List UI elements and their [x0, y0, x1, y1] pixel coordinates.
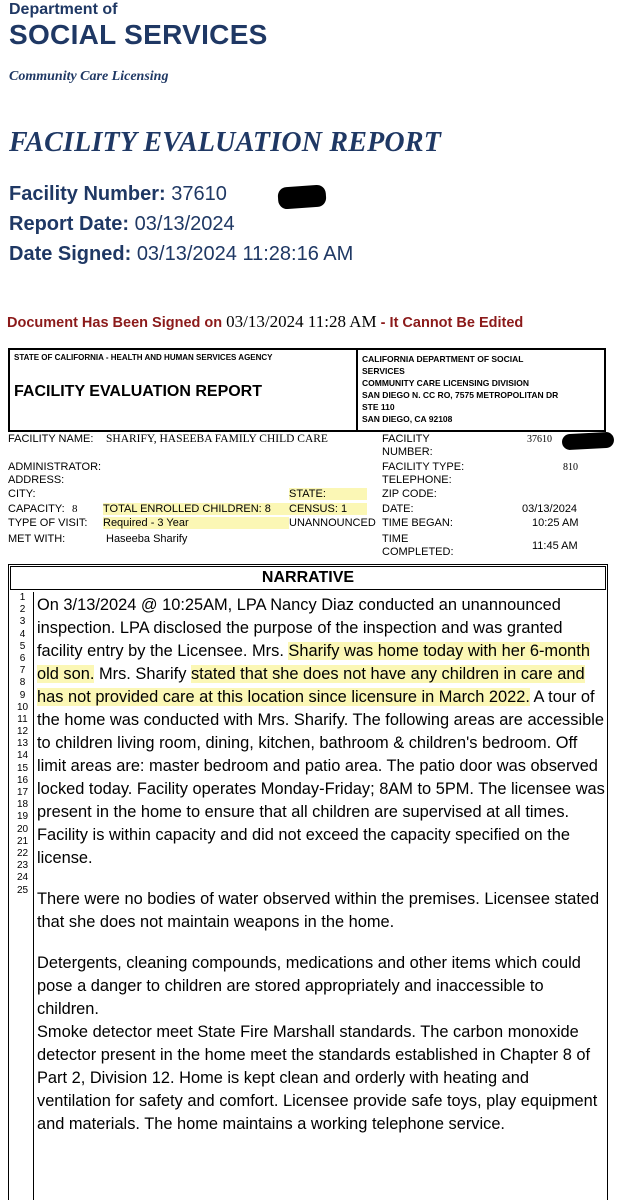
date-signed-label: Date Signed: [9, 243, 132, 265]
facility-name-label: FACILITY NAME: [8, 433, 94, 445]
line-number: 1 [19, 592, 26, 603]
line-number: 5 [19, 640, 26, 652]
division-name: Community Care Licensing [9, 69, 169, 84]
agency-name: SOCIAL SERVICES [9, 19, 268, 50]
division-address-line: CALIFORNIA DEPARTMENT OF SOCIAL [362, 354, 524, 364]
division-address-line: COMMUNITY CARE LICENSING DIVISION [362, 378, 530, 388]
total-enrolled-row [103, 503, 289, 515]
met-with-label: MET WITH: [8, 533, 66, 545]
report-date-label: Report Date: [9, 213, 130, 235]
line-number: 6 [19, 652, 26, 664]
facility-number-label: Facility Number: [9, 183, 166, 205]
form-title: FACILITY EVALUATION REPORT [14, 383, 263, 400]
narrative-paragraph: Detergents, cleaning compounds, medications and other items which could pose a danger to children are stored appropriately and inaccessible to children. [37, 954, 581, 1018]
line-number: 3 [19, 616, 26, 628]
redaction-mark [562, 432, 615, 451]
report-title: FACILITY EVALUATION REPORT [9, 127, 442, 158]
facility-name-value: SHARIFY, HASEEBA FAMILY CHILD CARE [106, 433, 328, 445]
date-signed-row [9, 243, 353, 266]
highlighted-text: stated that she does not have any children in care and has not provided care at this location since licensure in March 2022. [37, 665, 585, 706]
redaction-mark [277, 184, 326, 209]
division-address-line: STE 110 [362, 402, 395, 412]
line-number: 4 [19, 628, 26, 640]
narrative-paragraph: There were no bodies of water observed within the premises. Licensee stated that she does not maintain weapons in the home. [37, 890, 600, 931]
line-number: 17 [16, 787, 29, 798]
narrative-text [37, 594, 605, 1136]
line-number: 8 [19, 677, 26, 689]
census-row [289, 503, 367, 515]
census-value: 1 [340, 503, 348, 515]
facility-type-label: FACILITY TYPE: [382, 461, 465, 473]
report-date-row [9, 213, 235, 236]
type-of-visit-label: TYPE OF VISIT: [8, 517, 88, 529]
zip-label: ZIP CODE: [382, 488, 437, 500]
line-number: 24 [16, 872, 29, 884]
narrative-paragraph: Smoke detector meet State Fire Marshall standards. The carbon monoxide detector present in the home meet the standards established in Chapter 8 of Part 2, Division 12. Home is kept clean and orderly with heating and ventilation for safety and comfort. Licensee provide safe toys, play equipment and materials. The home maintains a working telephone service. [37, 1023, 598, 1133]
narrative-paragraph: On 3/13/2024 @ 10:25AM, LPA Nancy Diaz conducted an unannounced inspection. LPA disclosed the purpose of the inspection and was granted facility entry by the Licensee. Mrs. Sharify was home today with her 6-month old son. Mrs. Sharify stated that she does not have any children in care and has not provided care at this location since licensure in March 2022. A tour of the home was conducted with Mrs. Sharify. The following areas are accessible to children living room, dining, kitchen, bathroom & children's bedroom. Off limit areas are: master bedroom and patio area. The patio door was observed locked today. Facility operates Monday-Friday; 8AM to 5PM. The licensee was present in the home to ensure that all children are supervised at all times. Facility is within capacity and did not exceed the capacity specified on the license. [37, 596, 605, 867]
address-label: ADDRESS: [8, 474, 65, 486]
facility-number-value: 37610 [527, 434, 552, 445]
time-began-value: 10:25 AM [532, 517, 579, 529]
census-label: CENSUS: [289, 503, 338, 515]
facility-number-row [9, 183, 227, 206]
facility-type-value: 810 [563, 462, 578, 473]
line-number: 15 [16, 762, 29, 774]
telephone-label: TELEPHONE: [382, 474, 452, 486]
signed-notice-prefix: Document Has Been Signed on [7, 315, 227, 331]
total-enrolled-label: TOTAL ENROLLED CHILDREN: [103, 503, 262, 515]
state-label: STATE: [289, 488, 367, 500]
date-label: DATE: [382, 503, 414, 515]
line-number: 21 [16, 835, 29, 847]
date-signed-value: 03/13/2024 11:28:16 AM [136, 243, 354, 265]
line-number: 10 [16, 701, 29, 713]
line-number: 18 [16, 799, 29, 811]
facility-number-label: FACILITY [382, 433, 430, 445]
state-agency-line: STATE OF CALIFORNIA - HEALTH AND HUMAN SERVICES AGENCY [14, 353, 273, 362]
facility-number-value: 37610 [171, 183, 227, 205]
met-with-value: Haseeba Sharify [106, 533, 188, 545]
unannounced-label: UNANNOUNCED [289, 517, 376, 529]
line-number: 20 [16, 823, 29, 835]
line-number: 14 [16, 750, 29, 762]
administrator-label: ADMINISTRATOR: [8, 461, 102, 473]
signed-notice-datetime: 03/13/2024 11:28 AM [226, 312, 377, 331]
line-number-gutter [12, 592, 34, 1200]
date-value: 03/13/2024 [522, 503, 578, 515]
city-label: CITY: [8, 488, 36, 500]
division-address-line: SERVICES [362, 366, 405, 376]
line-number: 23 [16, 860, 29, 872]
line-number: 19 [16, 811, 29, 823]
time-began-label: TIME BEGAN: [382, 517, 453, 529]
line-number: 12 [16, 726, 29, 738]
department-label: Department of [9, 1, 118, 18]
division-address-line: SAN DIEGO N. CC RO, 7575 METROPOLITAN DR [362, 390, 559, 400]
form-header-right [358, 348, 606, 432]
time-completed-value: 11:45 AM [532, 540, 578, 552]
signed-notice [7, 312, 523, 332]
time-completed-label: TIME [382, 533, 409, 545]
line-number: 22 [16, 847, 29, 859]
narrative-heading: NARRATIVE [10, 566, 606, 590]
total-enrolled-value: 8 [264, 503, 271, 515]
report-date-value: 03/13/2024 [134, 213, 235, 235]
signed-notice-suffix: - It Cannot Be Edited [376, 315, 524, 331]
line-number: 7 [19, 665, 26, 677]
type-of-visit-value: Required - 3 Year [103, 517, 289, 529]
line-number: 11 [17, 713, 28, 725]
form-header-left [8, 348, 358, 432]
time-completed-label-2: COMPLETED: [382, 546, 454, 558]
line-number: 16 [16, 774, 29, 786]
line-number: 2 [19, 604, 26, 616]
highlighted-text: Sharify was home today with her 6-month old son. [37, 642, 590, 683]
facility-number-label-2: NUMBER: [382, 446, 433, 458]
line-number: 9 [19, 689, 26, 701]
capacity-label: CAPACITY: [8, 503, 65, 515]
line-number: 13 [16, 738, 29, 750]
line-number: 25 [16, 884, 29, 896]
division-address-line: SAN DIEGO, CA 92108 [362, 414, 453, 424]
capacity-value: 8 [72, 503, 78, 515]
